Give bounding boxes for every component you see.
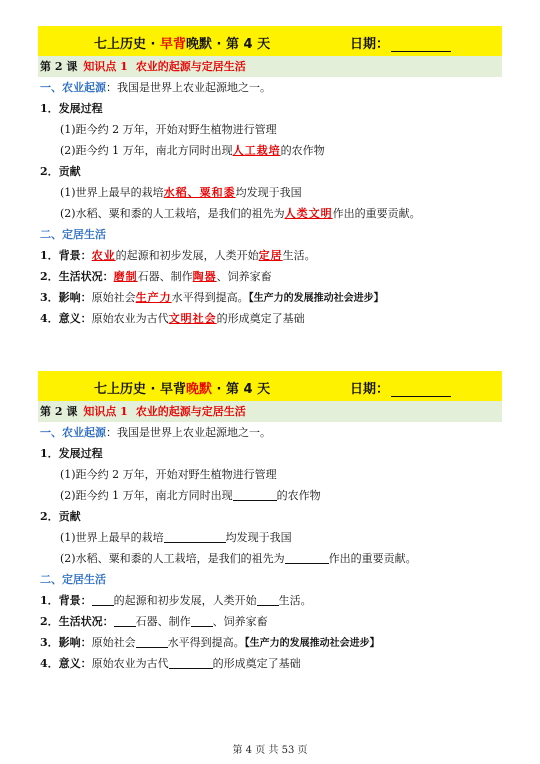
section-1-b: 一、农业起源：我国是世界上农业起源地之一。 <box>40 426 271 439</box>
page-number: 第 4 页 共 53 页 <box>232 745 308 756</box>
point-2a: (1)世界上最早的栽培水稻、粟和黍均发现于我国 <box>60 186 302 199</box>
lesson-header-2: 第 2 课 知识点 1 农业的起源与定居生活 <box>38 401 502 422</box>
point-1b: (2)距今约 1 万年，南北方同时出现人工栽培的农作物 <box>60 144 325 157</box>
date-field: 日期： <box>350 33 451 52</box>
item-2: 2．生活状况：磨制石器、制作陶器、饲养家畜 <box>40 270 272 283</box>
section-1: 一、农业起源：我国是世界上农业起源地之一。 <box>40 81 271 94</box>
item-3: 3．影响：原始社会生产力水平得到提高。【生产力的发展推动社会进步】 <box>40 291 384 304</box>
item-3-b: 3．影响：原始社会 水平得到提高。【生产力的发展推动社会进步】 <box>40 636 380 649</box>
point-2-heading-b: 2．贡献 <box>40 510 81 523</box>
section-2-b: 二、定居生活 <box>40 573 106 586</box>
point-2a-b: (1)世界上最早的栽培 均发现于我国 <box>60 531 292 544</box>
point-1-heading-b: 1．发展过程 <box>40 447 103 460</box>
point-1-heading: 1．发展过程 <box>40 102 103 115</box>
blank-block <box>38 371 502 674</box>
item-4: 4．意义：原始农业为古代文明社会的形成奠定了基础 <box>40 312 305 325</box>
item-2-b: 2．生活状况： 石器、制作 、饲养家畜 <box>40 615 268 628</box>
banner-title-2: 七上历史 · 早背晚默 · 第 4 天 <box>94 382 271 397</box>
point-2b-b: (2)水稻、粟和黍的人工栽培，是我们的祖先为 作出的重要贡献。 <box>60 552 417 565</box>
point-1b-b: (2)距今约 1 万年，南北方同时出现 的农作物 <box>60 489 321 502</box>
point-1a: (1)距今约 2 万年，开始对野生植物进行管理 <box>60 123 277 136</box>
section-2: 二、定居生活 <box>40 228 106 241</box>
point-1a-b: (1)距今约 2 万年，开始对野生植物进行管理 <box>60 468 277 481</box>
banner-title: 七上历史 · 早背晚默 · 第 4 天 <box>94 37 271 52</box>
point-2b: (2)水稻、粟和黍的人工栽培，是我们的祖先为人类文明作出的重要贡献。 <box>60 207 421 220</box>
point-2-heading: 2．贡献 <box>40 165 81 178</box>
title-banner-2 <box>38 371 502 401</box>
item-1-b: 1．背景： 的起源和初步发展，人类开始 生活。 <box>40 594 312 607</box>
item-1: 1．背景：农业的起源和初步发展，人类开始定居生活。 <box>40 249 316 262</box>
date-field-2: 日期： <box>350 378 451 397</box>
lesson-header: 第 2 课 知识点 1 农业的起源与定居生活 <box>38 56 502 77</box>
title-banner <box>38 26 502 56</box>
item-4-b: 4．意义：原始农业为古代 的形成奠定了基础 <box>40 657 301 670</box>
answer-block <box>38 26 502 329</box>
